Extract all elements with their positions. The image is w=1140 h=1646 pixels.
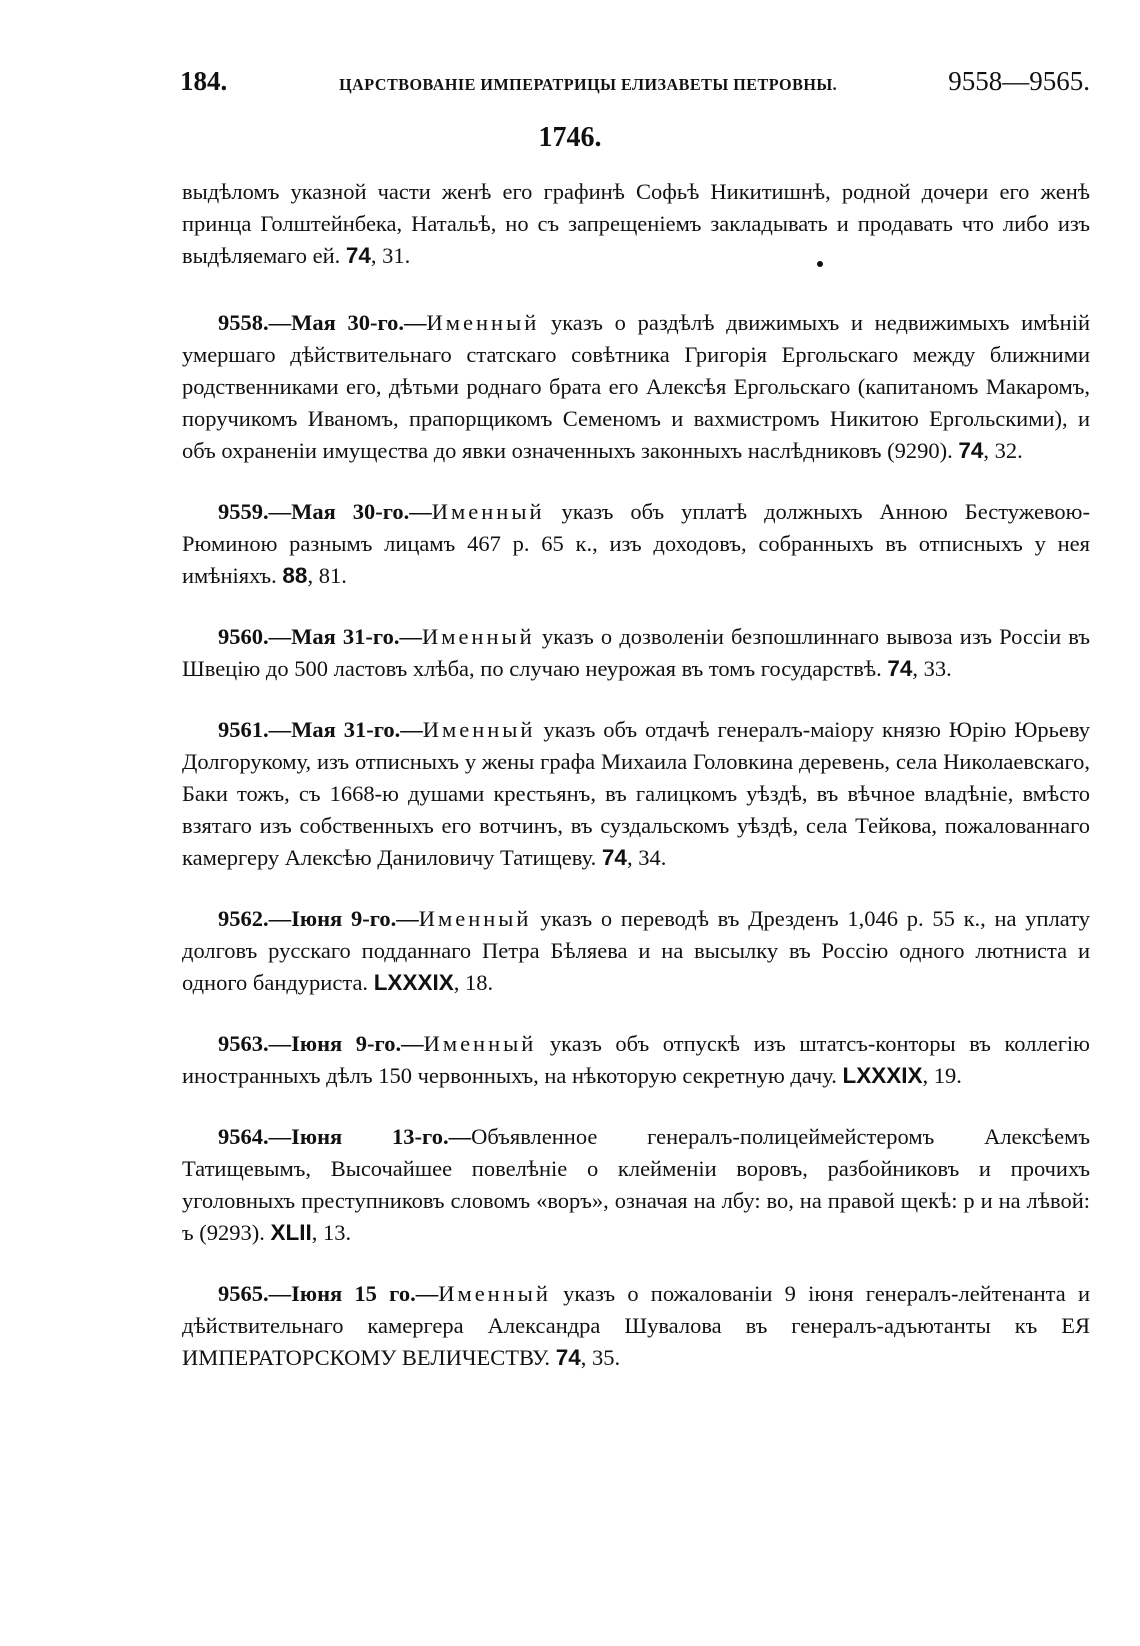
reference-volume: 74 — [345, 243, 371, 268]
entry-type: Именный — [431, 499, 545, 524]
continuation-text: выдѣломъ указной части женѣ его графинѣ Софьѣ Никитишнѣ, родной дочери его женѣ принца Голштейнбека, Натальѣ, но съ запрещеніемъ закладывать и продавать что либо изъ выдѣляемаго ей. — [182, 179, 1090, 268]
continuation-paragraph — [182, 176, 1090, 272]
entry-9564 — [182, 1121, 1090, 1249]
entry-9563 — [182, 1028, 1090, 1092]
entry-date: —Мая 31-го.— — [268, 717, 423, 742]
entry-9559 — [182, 496, 1090, 592]
reference-page: , 13. — [311, 1220, 352, 1245]
document-range: 9558—9565. — [948, 66, 1090, 96]
reference-volume: LXXXIX — [842, 1063, 923, 1088]
entry-text: Объявленное генералъ-полицеймейстеромъ Алексѣемъ Татищевымъ, Высочайшее повелѣніе о клейменіи воровъ, разбойниковъ и прочихъ уголовныхъ преступниковъ словомъ «воръ», означая на лбу: во, на правой щекѣ: р и на лѣвой: ъ (9293). — [182, 1124, 1090, 1245]
reference-page: , 19. — [922, 1063, 962, 1088]
entry-type: Именный — [423, 1031, 537, 1056]
entry-date: —Іюня 15 го.— — [268, 1281, 439, 1306]
entry-text: указъ объ отпускѣ изъ штатсъ-конторы въ коллегію иностранныхъ дѣлъ 150 червонныхъ, на нѣкоторую секретную дачу. — [182, 1031, 1090, 1088]
page-number: 184. — [180, 66, 228, 96]
entry-text: указъ объ отдачѣ генералъ-маіору князю Юрію Юрьеву Долгорукому, изъ отписныхъ у жены графа Михаила Головкина деревень, села Николаевскаго, Баки тожъ, съ 1668-ю душами крестьянъ, въ галицкомъ уѣздѣ, въ вѣчное владѣніе, вмѣсто взятаго изъ собственныхъ его вотчинъ, въ суздальскомъ уѣздѣ, села Тейкова, пожалованнаго камергеру Алексѣю Даниловичу Татищеву. — [182, 717, 1090, 870]
reference-page: , 31. — [370, 243, 411, 268]
entry-type: Именный — [418, 906, 532, 931]
reference-volume: 74 — [958, 438, 984, 463]
reference-volume: XLII — [270, 1220, 312, 1245]
entry-number: 9563. — [218, 1031, 269, 1056]
entry-number: 9558. — [218, 310, 269, 335]
entry-9561 — [182, 714, 1090, 874]
reference-page: , 33. — [912, 656, 952, 681]
entry-date: —Іюня 9-го.— — [268, 906, 419, 931]
reference-page: , 32. — [983, 438, 1023, 463]
entry-text: указъ объ уплатѣ должныхъ Анною Бестужевою-Рюминою разнымъ лицамъ 467 р. 65 к., изъ доходовъ, собранныхъ въ отписныхъ у нея имѣніяхъ. — [182, 499, 1090, 588]
running-header — [180, 66, 1090, 106]
entry-9560 — [182, 621, 1090, 685]
entry-number: 9565. — [218, 1281, 269, 1306]
entry-number: 9561. — [218, 717, 269, 742]
entry-text: указъ о дозволеніи безпошлиннаго вывоза изъ Россіи въ Швецію до 500 ластовъ хлѣба, по случаю неурожая въ томъ государствѣ. — [182, 624, 1090, 681]
entry-text: указъ о переводѣ въ Дрезденъ 1,046 р. 55 к., на уплату долговъ русскаго подданнаго Петра Бѣляева и на высылку въ Россію одного лютниста и одного бандуриста. — [182, 906, 1090, 995]
entry-number: 9564. — [218, 1124, 269, 1149]
entry-date: —Мая 31-го.— — [268, 624, 422, 649]
reference-page: , 18. — [453, 970, 494, 995]
year-heading: 1746. — [538, 122, 602, 153]
reference-volume: LXXXIX — [373, 970, 454, 995]
running-title: ЦАРСТВОВАНІЕ ИМПЕРАТРИЦЫ ЕЛИЗАВЕТЫ ПЕТРОВНЫ. — [338, 75, 837, 94]
entry-text: указъ о пожалованіи 9 іюня генералъ-лейтенанта и дѣйствительнаго камергера Александра Шувалова въ генералъ-адъютанты къ ЕЯ ИМПЕРАТОРСКОМУ ВЕЛИЧЕСТВУ. — [182, 1281, 1091, 1370]
entry-type: Именный — [438, 1281, 551, 1306]
entry-number: 9559. — [218, 499, 269, 524]
reference-page: , 81. — [307, 563, 347, 588]
entry-date: —Мая 30-го.— — [268, 499, 432, 524]
entry-number: 9562. — [218, 906, 269, 931]
entry-type: Именный — [421, 624, 535, 649]
entry-9558 — [182, 307, 1090, 467]
reference-page: , 34. — [626, 845, 667, 870]
entry-date: —Іюня 9-го.— — [268, 1031, 424, 1056]
reference-volume: 74 — [601, 845, 627, 870]
entry-type: Именный — [422, 717, 536, 742]
entry-9562 — [182, 903, 1090, 999]
entry-number: 9560. — [218, 624, 269, 649]
reference-page: , 35. — [580, 1345, 621, 1370]
entry-type: Именный — [426, 310, 540, 335]
entry-date: —Мая 30-го.— — [268, 310, 427, 335]
entry-text: указъ о раздѣлѣ движимыхъ и недвижимыхъ имѣній умершаго дѣйствительнаго статскаго совѣтника Григорія Ергольскаго между ближними родственниками его, дѣтьми роднаго брата его Алексѣя Ергольскаго (капитаномъ Макаромъ, поручикомъ Иваномъ, прапорщикомъ Семеномъ и вахмистромъ Никитою Ергольскими), и объ охраненіи имущества до явки означенныхъ законныхъ наслѣдниковъ (9290). — [182, 310, 1091, 463]
entry-date: —Іюня 13-го.— — [268, 1124, 472, 1149]
body-text — [182, 176, 1090, 1403]
reference-volume: 74 — [887, 656, 913, 681]
reference-volume: 88 — [282, 563, 308, 588]
reference-volume: 74 — [555, 1345, 581, 1370]
entry-9565 — [182, 1278, 1090, 1374]
